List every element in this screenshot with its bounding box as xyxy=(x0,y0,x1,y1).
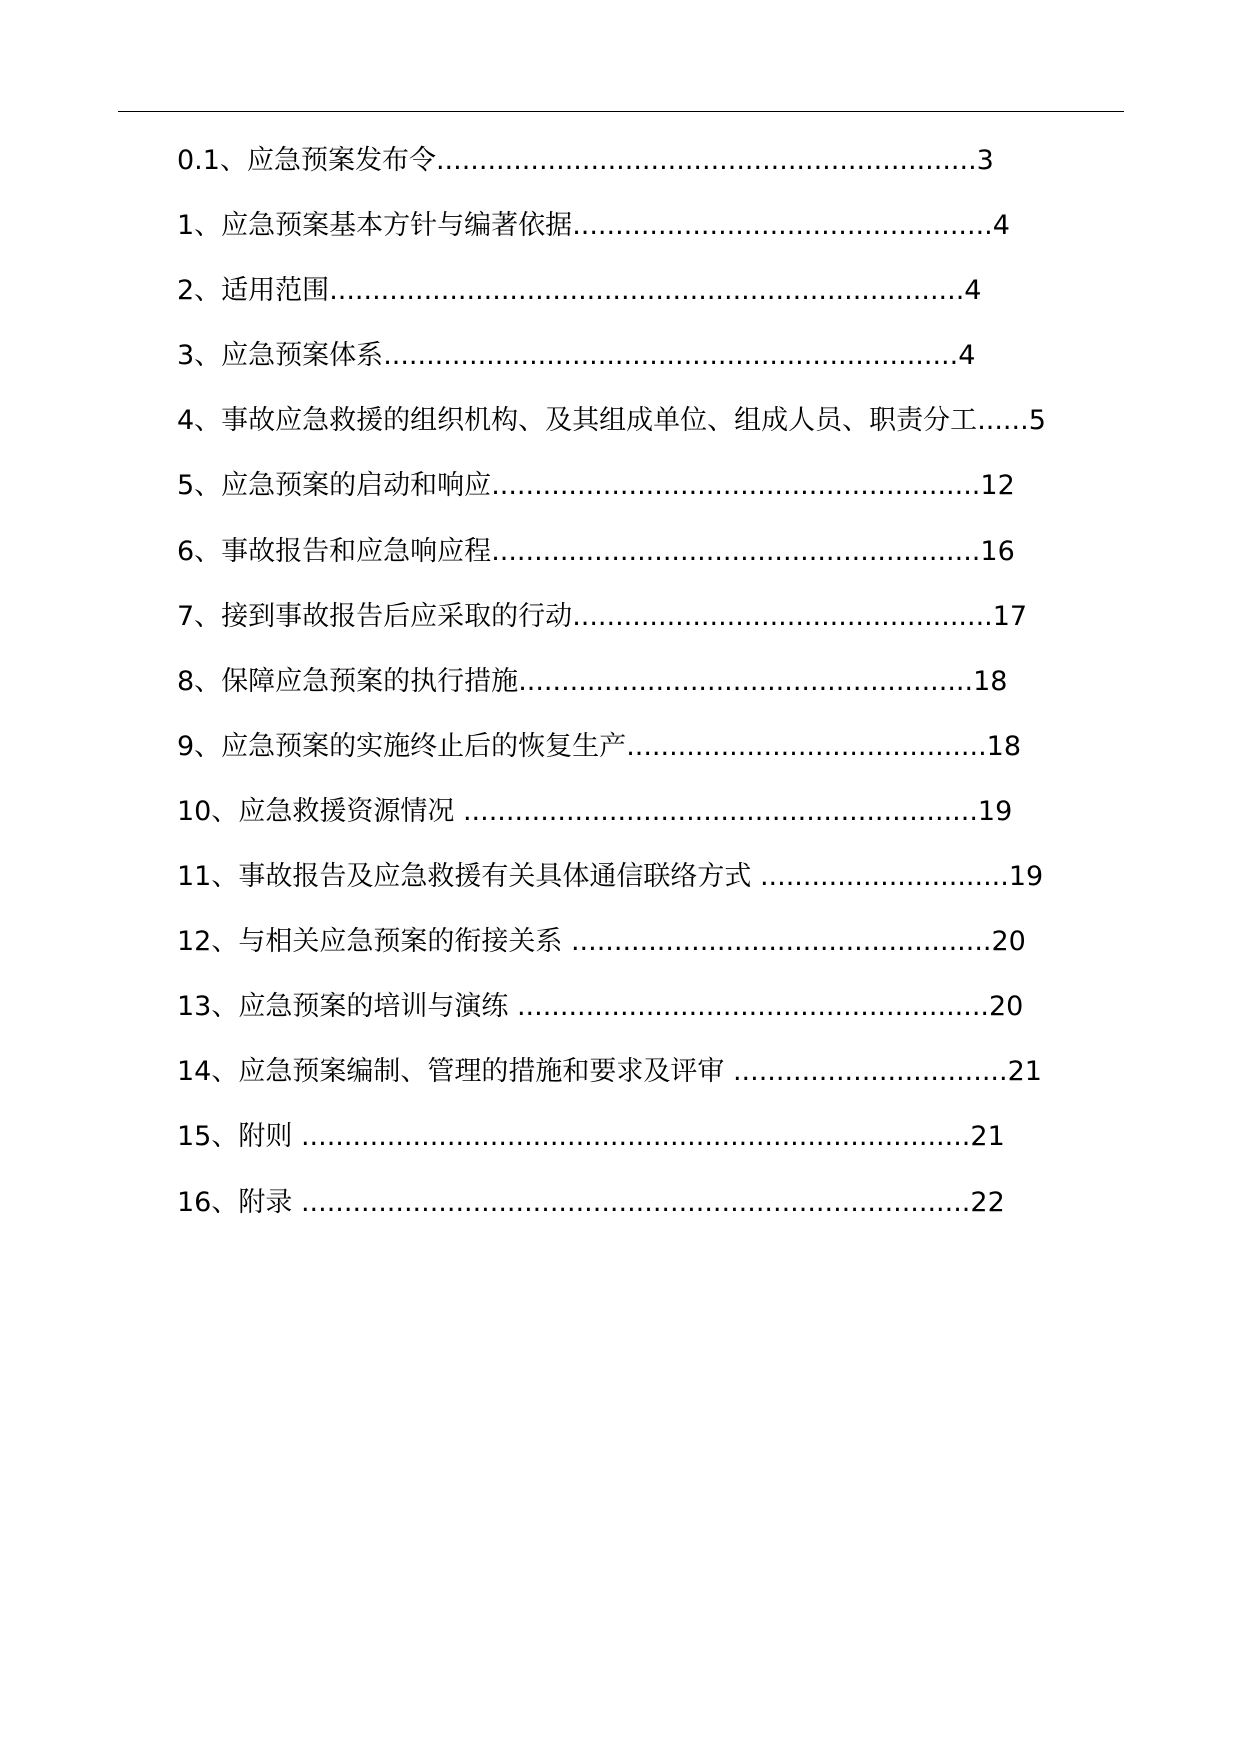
toc-entry-13[interactable] xyxy=(177,983,1177,1048)
toc-leader-dots: .......................................... xyxy=(626,730,987,762)
toc-entry-label: 8、保障应急预案的执行措施 xyxy=(177,665,519,697)
toc-leader-dots: .............................................................................. xyxy=(300,1186,971,1218)
toc-leader-dots: ......................................................... xyxy=(491,535,981,567)
toc-entry-15[interactable] xyxy=(177,1113,1177,1178)
toc-entry-12[interactable] xyxy=(177,918,1177,983)
toc-leader-dots: ......................................................... xyxy=(491,470,981,502)
header-rule xyxy=(118,111,1124,112)
toc-leader-dots: ...... xyxy=(977,405,1029,437)
toc-leader-dots: ..................................................... xyxy=(518,665,974,697)
toc-page-number: 4 xyxy=(964,275,982,307)
toc-entry-label: 5、应急预案的启动和响应 xyxy=(177,470,492,502)
toc-entry-6[interactable] xyxy=(177,528,1177,593)
toc-entry-label: 6、事故报告和应急响应程 xyxy=(177,535,492,567)
toc-page-number: 3 xyxy=(976,145,994,176)
toc-entry-16[interactable] xyxy=(177,1179,1177,1244)
toc-entry-label: 1、应急预案基本方针与编著依据 xyxy=(177,210,573,242)
toc-page-number: 4 xyxy=(958,340,976,372)
toc-page-number: 19 xyxy=(977,795,1013,827)
toc-entry-label: 0.1、应急预案发布令 xyxy=(177,145,436,176)
toc-page-number: 4 xyxy=(992,210,1010,242)
table-of-contents xyxy=(177,137,1177,1244)
toc-page-number: 20 xyxy=(991,926,1026,958)
toc-entry-label: 15、附则 xyxy=(177,1121,301,1153)
toc-page-number: 18 xyxy=(986,730,1022,762)
toc-entry-label: 10、应急救援资源情况 xyxy=(177,795,463,827)
toc-leader-dots: .............................................................................. xyxy=(300,1121,971,1153)
toc-leader-dots: .......................................................................... xyxy=(329,275,965,307)
toc-entry-label: 14、应急预案编制、管理的措施和要求及评审 xyxy=(177,1056,733,1088)
toc-leader-dots: ................................................................... xyxy=(383,340,959,372)
toc-page-number: 12 xyxy=(980,470,1015,502)
toc-entry-label: 7、接到事故报告后应采取的行动 xyxy=(177,600,573,632)
toc-page-number: 21 xyxy=(1007,1056,1042,1088)
toc-entry-label: 2、适用范围 xyxy=(177,275,330,307)
toc-entry-label: 4、事故应急救援的组织机构、及其组成单位、组成人员、职责分工 xyxy=(177,405,978,437)
toc-entry-14[interactable] xyxy=(177,1048,1177,1113)
toc-entry-10[interactable] xyxy=(177,788,1177,853)
toc-page-number: 22 xyxy=(970,1186,1005,1218)
toc-entry-7[interactable] xyxy=(177,593,1177,658)
toc-page-number: 16 xyxy=(980,535,1015,567)
toc-entry-label: 3、应急预案体系 xyxy=(177,340,384,372)
toc-entry-4[interactable] xyxy=(177,397,1177,462)
toc-page-number: 19 xyxy=(1008,861,1044,893)
toc-leader-dots: ............................................................ xyxy=(462,795,978,827)
toc-entry-9[interactable] xyxy=(177,723,1177,788)
toc-entry-11[interactable] xyxy=(177,853,1177,918)
toc-leader-dots: ................................................. xyxy=(572,210,993,242)
toc-entry-label: 16、附录 xyxy=(177,1186,301,1218)
toc-entry-label: 12、与相关应急预案的衔接关系 xyxy=(177,926,571,958)
toc-leader-dots: ................................................. xyxy=(570,926,992,958)
toc-entry-3[interactable] xyxy=(177,332,1177,397)
toc-leader-dots: ................................................. xyxy=(572,600,993,632)
toc-leader-dots: ............................................................... xyxy=(435,145,977,176)
toc-entry-5[interactable] xyxy=(177,462,1177,527)
toc-entry-1[interactable] xyxy=(177,202,1177,267)
toc-page-number: 21 xyxy=(970,1121,1005,1153)
toc-page-number: 18 xyxy=(973,665,1008,697)
toc-leader-dots: ....................................................... xyxy=(516,991,989,1023)
toc-entry-8[interactable] xyxy=(177,658,1177,723)
toc-entry-2[interactable] xyxy=(177,267,1177,332)
toc-page-number: 20 xyxy=(989,991,1024,1023)
toc-entry-label: 11、事故报告及应急救援有关具体通信联络方式 xyxy=(177,861,760,893)
toc-leader-dots: ................................ xyxy=(732,1056,1008,1088)
toc-entry-label: 13、应急预案的培训与演练 xyxy=(177,991,517,1023)
toc-page-number: 17 xyxy=(992,600,1028,632)
toc-page-number: 5 xyxy=(1028,405,1046,437)
toc-entry-0-1[interactable] xyxy=(177,137,1177,202)
toc-entry-label: 9、应急预案的实施终止后的恢复生产 xyxy=(177,730,627,762)
toc-leader-dots: ............................. xyxy=(759,861,1009,893)
